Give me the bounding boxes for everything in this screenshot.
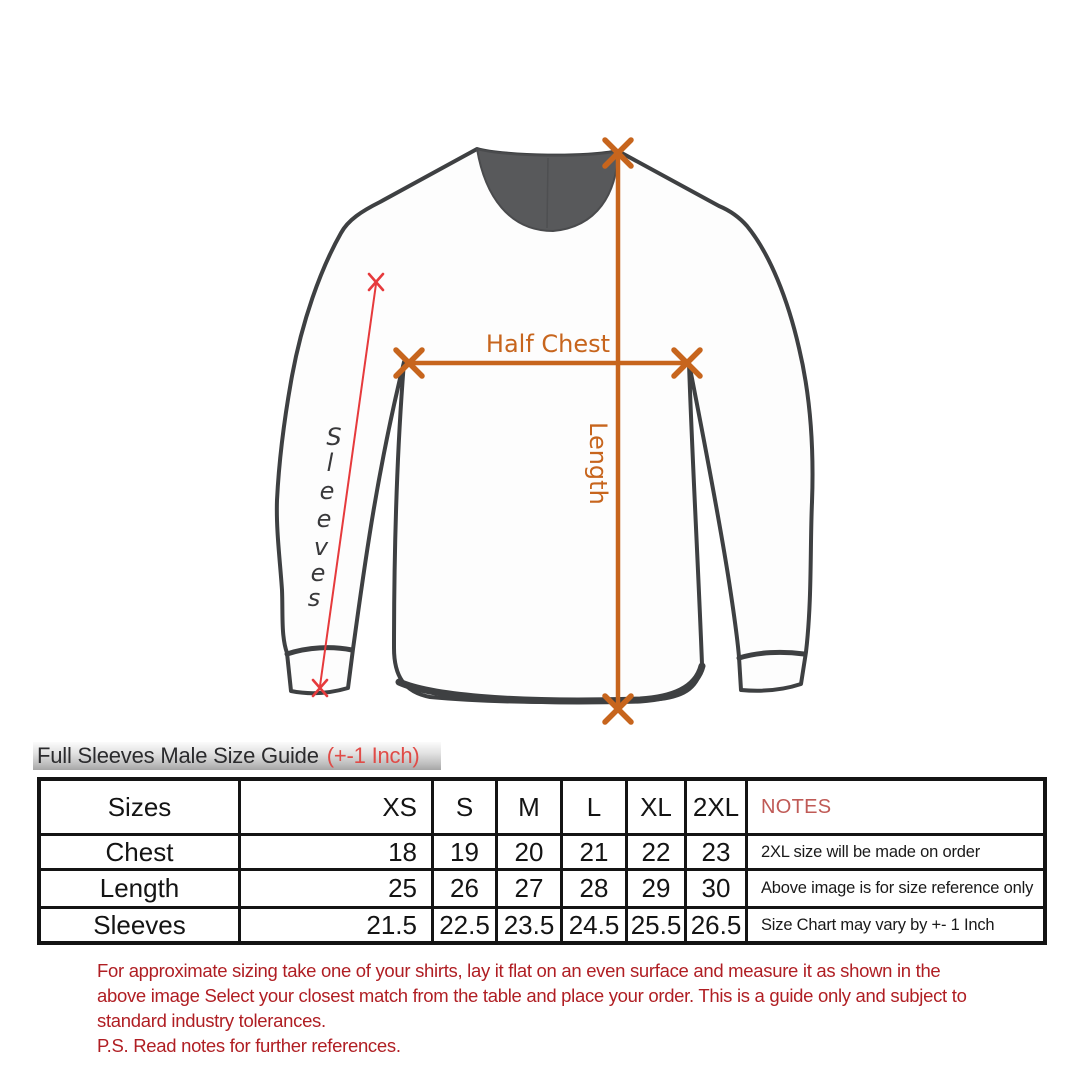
size-table <box>37 777 1047 945</box>
length-value-s: 26 <box>433 870 497 908</box>
chest-value-xl: 22 <box>627 835 686 870</box>
sleeves-label-letter: v <box>313 533 329 561</box>
sleeves-label-letter: s <box>307 584 321 612</box>
footer-line: above image Select your closest match from the table and place your order. This is a guide only and subject to <box>97 985 967 1006</box>
sizes-header-cell: Sizes <box>39 779 240 835</box>
row-label-length: Length <box>39 870 240 908</box>
sleeves-value-2xl: 26.5 <box>686 908 747 944</box>
sleeves-value-xs: 21.5 <box>240 908 433 944</box>
table-row-chest <box>39 835 1045 870</box>
length-value-xl: 29 <box>627 870 686 908</box>
size-guide-title: Full Sleeves Male Size Guide <box>37 743 319 768</box>
size-col-2xl: 2XL <box>686 779 747 835</box>
row-label-sleeves: Sleeves <box>39 908 240 944</box>
chest-value-2xl: 23 <box>686 835 747 870</box>
length-value-2xl: 30 <box>686 870 747 908</box>
table-row-length <box>39 870 1045 908</box>
note-chart-variance: Size Chart may vary by +- 1 Inch <box>747 908 1046 944</box>
size-col-l: L <box>562 779 627 835</box>
size-guide-title-bar <box>33 742 441 770</box>
sleeves-value-l: 24.5 <box>562 908 627 944</box>
size-col-xs: XS <box>240 779 433 835</box>
chest-value-l: 21 <box>562 835 627 870</box>
sleeves-value-xl: 25.5 <box>627 908 686 944</box>
length-label: Length <box>584 422 612 505</box>
half-chest-label: Half Chest <box>485 330 611 358</box>
footer-instructions <box>97 958 1077 1058</box>
size-col-s: S <box>433 779 497 835</box>
note-2xl-order: 2XL size will be made on order <box>747 835 1046 870</box>
sleeves-value-s: 22.5 <box>433 908 497 944</box>
footer-ps-line: P.S. Read notes for further references. <box>97 1035 401 1056</box>
size-col-m: M <box>497 779 562 835</box>
chest-value-xs: 18 <box>240 835 433 870</box>
length-value-l: 28 <box>562 870 627 908</box>
notes-header-cell: NOTES <box>747 779 1046 835</box>
sleeves-label-letter: e <box>319 477 335 505</box>
length-value-m: 27 <box>497 870 562 908</box>
sleeves-label-letter: S <box>326 423 342 451</box>
sleeves-label-letter: e <box>310 559 326 587</box>
footer-line: For approximate sizing take one of your shirts, lay it flat on an even surface and measure it as shown in the <box>97 960 941 981</box>
chest-value-m: 20 <box>497 835 562 870</box>
tolerance-note: (+-1 Inch) <box>326 743 420 768</box>
sleeves-label-letter: e <box>316 505 332 533</box>
size-table-header-row <box>39 779 1045 835</box>
size-col-xl: XL <box>627 779 686 835</box>
footer-line: standard industry tolerances. <box>97 1010 326 1031</box>
note-image-reference: Above image is for size reference only <box>747 870 1046 908</box>
sleeves-value-m: 23.5 <box>497 908 562 944</box>
row-label-chest: Chest <box>39 835 240 870</box>
length-value-xs: 25 <box>240 870 433 908</box>
chest-value-s: 19 <box>433 835 497 870</box>
table-row-sleeves <box>39 908 1045 944</box>
collar-seam <box>547 158 548 228</box>
sleeves-label-letter: l <box>326 449 334 477</box>
